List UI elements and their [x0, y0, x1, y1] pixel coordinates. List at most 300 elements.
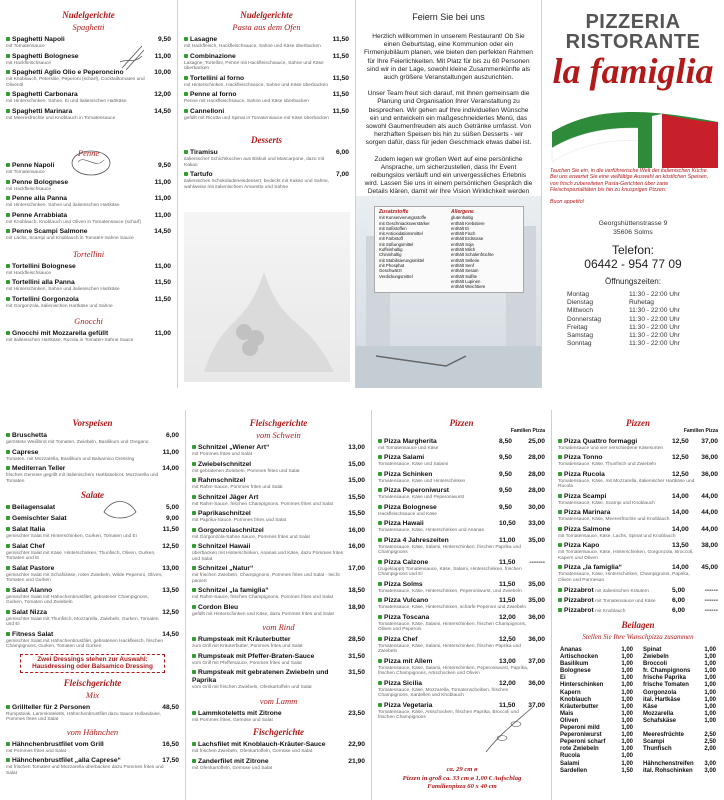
toppings-grid	[552, 647, 724, 775]
topping-name: Salami	[560, 760, 580, 767]
menu-item	[0, 91, 177, 99]
additive-entry: mit Süßstoffen	[379, 225, 407, 231]
restaurant-name-line1: PIZZERIA	[585, 11, 681, 33]
bullet-icon	[6, 588, 10, 592]
allergen-entry: enthält Sesam	[451, 268, 479, 274]
topping-price: 2,50	[704, 732, 716, 739]
topping-name: Broccoli	[643, 661, 668, 668]
hours-time: 11:30 - 22:00 Uhr	[629, 332, 680, 340]
topping-row	[560, 661, 633, 668]
intro-paragraph: Herzlich willkommen in unserem Restaurant! Ob Sie einen Geburtstag, eine Kommunion oder ein Firmenjubiläum planen, wie bieten den perfekten Rahmen für Ihre Feierlichkeiten. Mit Platz für bis zu 60 Personen sind wir in der Lage, sowohl kleine Zusammenkünfte als auch größere Veranstaltungen auszurichten.	[364, 33, 533, 82]
menu-item-name	[184, 149, 218, 157]
menu-item-prices	[499, 559, 545, 566]
topping-row	[560, 768, 633, 775]
section-title: Salate	[80, 490, 104, 500]
topping-name: Schafskäse	[643, 717, 677, 724]
menu-item-name	[378, 614, 429, 622]
menu-item-description: vom Grill mit frischen Zwiebeln, Ofenkartoffeln und Salat	[192, 685, 312, 690]
menu-item-name-text: Tortellini Gorgonzola	[12, 295, 79, 303]
bullet-icon	[192, 495, 196, 499]
menu-item-name-text: Tortellini alla Panna	[12, 279, 75, 286]
lamm-list	[186, 710, 371, 724]
menu-item-description: Tomatensauce, Käse, Scampi und Knoblauch	[558, 500, 655, 506]
menu-item-description: mit frischen Tomaten und Mozzarella überbacken dazu Pommes frites und Salat	[6, 765, 164, 776]
bullet-icon	[6, 297, 10, 301]
menu-item-description: mit Ofenkartoffeln, Gemüse und Salat	[192, 765, 273, 771]
menu-item-name-text: Pizza mit Allem	[384, 657, 433, 665]
menu-item-name-text: Rumpsteak mit Pfeffer-Braten-Sauce	[198, 652, 315, 660]
dressing-note: Zwei Dressings stehen zur Auswahl: Hausdressing oder Balsamico Dressing	[20, 654, 165, 673]
menu-item-name	[6, 195, 67, 203]
menu-item-description: mit Hackfleisch, Hackfleischsauce, Sahne und Käse überbacken	[184, 44, 321, 49]
bullet-icon	[558, 543, 562, 547]
menu-item-name	[192, 444, 269, 452]
bullet-icon	[184, 92, 188, 96]
bullet-icon	[6, 54, 10, 58]
panel-fleisch-fisch	[186, 410, 372, 800]
topping-name: Knoblauch	[560, 696, 591, 703]
price-family: 35,00	[528, 580, 545, 588]
menu-item-description: mit Tomatensauce und Käse	[378, 445, 439, 451]
menu-item	[0, 609, 185, 617]
menu-item-price: 17,50	[162, 757, 179, 764]
hours-time: 11:30 - 22:00 Uhr	[629, 291, 680, 299]
menu-item-name	[558, 438, 637, 446]
menu-item-price: 11,00	[154, 195, 171, 202]
bullet-icon	[6, 450, 10, 454]
topping-row	[643, 661, 716, 668]
section-title: Fischgerichte	[253, 727, 304, 737]
menu-item-name	[6, 526, 45, 534]
menu-item	[186, 587, 371, 595]
additive-entry: Verdickungsmittel	[379, 273, 413, 279]
menu-item-name	[192, 527, 264, 535]
menu-item	[178, 53, 355, 61]
menu-item-price: 11,50	[332, 74, 349, 82]
menu-item	[372, 471, 551, 479]
menu-item-name	[184, 75, 244, 83]
menu-item	[178, 36, 355, 44]
menu-item-name-text: Pizza Salmone	[564, 525, 611, 533]
menu-item-name-text: Pizza Scampi	[564, 492, 607, 500]
menu-item-price: 9,00	[165, 515, 179, 522]
menu-item-prices	[499, 537, 545, 544]
menu-item-name-text: Rumpsteak mit gebratenen Zwiebeln und Paprika	[192, 669, 329, 684]
menu-item-description: zum Grill mit Kräuterbutter, Pommes frites und Salat	[192, 644, 303, 649]
menu-item-name-text: Pizza Solms	[384, 580, 423, 588]
pizza-list-1	[372, 438, 551, 721]
price-family: 45,00	[701, 564, 718, 571]
menu-item-name-text: Pizza Calzone	[384, 558, 429, 566]
menu-item-name	[6, 212, 67, 220]
bullet-icon	[6, 742, 10, 746]
menu-item-name	[378, 454, 424, 462]
menu-item-prices	[499, 504, 545, 511]
bullet-icon	[378, 659, 382, 663]
menu-item	[0, 565, 185, 573]
menu-item-name-text: Gemischter Salat	[12, 515, 67, 522]
bullet-icon	[378, 455, 382, 459]
menu-item-prices	[672, 471, 718, 478]
section-subtitle: Tortellini	[72, 248, 105, 259]
menu-item-name-text: Caprese	[12, 448, 39, 456]
allergen-entry: enthält Soja	[451, 241, 474, 247]
topping-price: 1,00	[621, 647, 633, 653]
topping-name: Spinat	[643, 647, 662, 653]
menu-item-description: (zugeklappt) Tomatensauce, Käse, Salami, Hinterschinken, frischen Champignons und Ei	[378, 566, 522, 577]
additives-allergens-table	[374, 206, 524, 293]
pizzabrot-prices	[672, 607, 718, 614]
price-family: 25,00	[528, 437, 545, 445]
topping-row	[643, 682, 716, 689]
menu-item-name	[558, 542, 599, 550]
price-normal: 10,50	[499, 520, 516, 527]
menu-item	[186, 653, 371, 661]
bullet-icon	[6, 516, 10, 520]
menu-item-name	[184, 108, 224, 116]
bullet-icon	[6, 527, 10, 531]
allergen-entry: enthält Krebstiere	[451, 220, 485, 226]
price-family: ------	[704, 607, 718, 614]
menu-item-name-text: Cannelloni	[190, 107, 225, 115]
bullet-icon	[184, 172, 188, 176]
topping-price: 1,50	[621, 767, 633, 774]
menu-item-price: 11,50	[332, 91, 349, 98]
menu-item	[552, 509, 724, 517]
menu-item-name	[6, 543, 45, 551]
hours-time: 11:30 - 22:00 Uhr	[629, 340, 680, 348]
bullet-icon	[378, 505, 382, 509]
menu-item-description: mit Hinterschinken, Hackfleischsauce, Sahne und Käse überbacken	[184, 82, 328, 88]
topping-price: 2,00	[704, 746, 716, 753]
hours-day: Donnerstag	[567, 315, 602, 323]
bullet-icon	[558, 527, 562, 531]
menu-item-description: Tomatensauce, Käse, Hinterschinken, Champignons, Paprika, Oliven und Parmesan	[558, 572, 690, 583]
menu-item-price: 16,50	[162, 740, 179, 748]
menu-item-price: 13,00	[162, 564, 179, 572]
additive-entry: mit Konservierungsstoffe	[379, 215, 427, 221]
allergen-entry: enthält Ei	[451, 225, 469, 231]
bullet-icon	[6, 505, 10, 509]
menu-item	[372, 614, 551, 622]
pizzabrot-prices	[672, 597, 718, 604]
menu-item-name	[6, 162, 54, 170]
price-family: ------	[704, 587, 718, 594]
menu-item-prices	[672, 509, 718, 516]
menu-item-description: mit Tomatensauce	[6, 170, 45, 175]
panel-pizzen-2	[552, 410, 724, 800]
menu-item-prices	[672, 454, 718, 461]
section-title: Desserts	[251, 135, 282, 145]
menu-item-name	[6, 565, 54, 573]
bullet-icon	[184, 76, 188, 80]
menu-item-price: 14,50	[162, 630, 179, 638]
topping-name: Peperoni mild	[560, 725, 600, 732]
menu-item-name-text: Fitness Salat	[12, 630, 54, 638]
topping-name: Kräuterbutter	[560, 703, 599, 710]
menu-item-name-text: Grillteller für 2 Personen	[12, 703, 91, 711]
menu-item-price: 13,00	[348, 444, 365, 451]
bullet-icon	[6, 610, 10, 614]
topping-price: 1,00	[621, 717, 633, 724]
menu-item	[186, 461, 371, 469]
section-title: Fleischgerichte	[249, 418, 308, 428]
topping-price: 1,00	[704, 696, 716, 703]
topping-row	[560, 746, 633, 753]
bullet-icon	[6, 37, 10, 41]
menu-item-prices	[499, 471, 545, 478]
menu-item	[552, 454, 724, 462]
menu-item-price: 10,00	[154, 69, 171, 76]
menu-item-description: Tomatensauce, Käse, Hinterschinken, scharfe Peperoni und Zwiebeln	[378, 605, 526, 610]
menu-item	[0, 631, 185, 639]
telefon-number[interactable]: 06442 - 954 77 09	[584, 257, 682, 272]
price-normal: 11,50	[499, 558, 516, 566]
topping-price: 1,00	[704, 682, 716, 689]
menu-item-description: mit Rahm-Sauce, frischen Champignons, Pommes frites und Salat	[192, 501, 334, 507]
menu-item-description: gemischter Salat mit Käse, Hinterschinken, Thunfisch, Oliven, Gurken, Tomaten und Ei	[6, 550, 156, 561]
menu-item	[0, 432, 185, 440]
topping-row	[643, 704, 716, 711]
menu-item	[0, 515, 185, 523]
topping-price: 1,00	[621, 739, 633, 746]
menu-item-name	[192, 710, 282, 718]
menu-item	[372, 537, 551, 545]
price-normal: 12,50	[672, 437, 689, 445]
bullet-icon	[184, 150, 188, 154]
buon-appetito-text: Buon appetito!	[550, 198, 585, 205]
bullet-icon	[558, 608, 562, 612]
menu-item-prices	[672, 542, 718, 549]
topping-row	[560, 654, 633, 661]
topping-row	[643, 697, 716, 704]
pizzabrot-desc: mit italienischen Kräutern	[593, 589, 649, 594]
menu-item	[0, 330, 177, 338]
menu-item	[372, 680, 551, 688]
menu-item-price: 28,50	[348, 636, 365, 643]
menu-item-description: mit Knoblauch, Petersilie, Peperoni (scharf), Cocktailtomaten und Olivenöl	[6, 77, 145, 88]
menu-item-price: 18,90	[348, 603, 365, 611]
hours-time: 11:30 - 22:00 Uhr	[629, 323, 680, 331]
section-subtitle: vom Schwein	[256, 430, 301, 440]
bullet-icon	[378, 538, 382, 542]
menu-item-price: 7,00	[335, 171, 349, 178]
bullet-icon	[6, 280, 10, 284]
menu-item-name-text: Pizza Sicilia	[384, 679, 422, 687]
menu-item-name	[184, 91, 236, 99]
menu-item-description: Tomatensauce, Käse und Salami	[378, 462, 449, 467]
additive-entry: mit Antioxidationsmittel	[379, 231, 423, 237]
price-family: 44,00	[701, 509, 718, 516]
topping-price: 1,00	[621, 689, 633, 696]
topping-row	[643, 725, 716, 732]
topping-name: frische Paprika	[643, 675, 687, 682]
menu-item-name-text: Pizza Margherita	[384, 437, 437, 445]
menu-item	[552, 542, 724, 550]
allergen-entry: enthält Erdnüsse	[451, 236, 484, 242]
topping-price: 1,00	[621, 703, 633, 710]
menu-item	[0, 69, 177, 77]
menu-item-description: Tomatensauce, Käse, Salami, Hinterschinken, frischen Champignons, Oliven und Peperoni	[378, 621, 527, 632]
bullet-icon	[192, 742, 196, 746]
bullet-icon	[192, 759, 196, 763]
menu-item-price: 9,50	[157, 162, 171, 169]
menu-item	[178, 149, 355, 157]
menu-item-description: mit Paprika-Sauce, Pommes frites und Salat	[192, 518, 287, 523]
topping-row	[643, 690, 716, 697]
price-normal: 14,00	[672, 564, 689, 571]
topping-row	[560, 675, 633, 682]
price-normal: 14,00	[672, 492, 689, 500]
menu-item-description: mit Tomatensauce, Käse, Hinterschinken, Gorgonzola, Broccoli, Kapern und Oliven	[558, 550, 694, 561]
topping-price: 1,00	[621, 682, 633, 689]
menu-item-price: 23,50	[348, 709, 365, 717]
bullet-icon	[192, 588, 196, 592]
topping-name: Hinterschinken	[560, 682, 604, 689]
menu-item-name	[378, 702, 432, 710]
menu-item-price: 22,90	[348, 741, 365, 748]
topping-name: Gorgonzola	[643, 689, 677, 696]
menu-item-name	[192, 565, 253, 573]
price-normal: 14,00	[672, 525, 689, 533]
topping-price: 1,00	[621, 668, 633, 675]
menu-item-name	[6, 53, 79, 61]
topping-row	[643, 732, 716, 739]
section-subtitle: Mix	[85, 689, 100, 700]
menu-item-price: 14,50	[154, 228, 171, 235]
bullet-icon	[378, 703, 382, 707]
menu-item-price: 21,90	[348, 757, 365, 765]
menu-item-name	[184, 36, 217, 44]
price-normal: 9,50	[499, 454, 513, 461]
tortellini-list	[0, 263, 177, 310]
spaghetti-list	[0, 36, 177, 121]
menu-item	[372, 454, 551, 462]
bullet-icon	[6, 213, 10, 217]
menu-item	[372, 581, 551, 589]
menu-item-price: 5,00	[165, 504, 179, 511]
menu-item-price: 11,00	[162, 448, 179, 456]
topping-price: 1,00	[621, 760, 633, 767]
bullet-icon	[378, 598, 382, 602]
menu-item-name	[378, 471, 432, 479]
price-normal: 6,00	[672, 597, 686, 604]
menu-item	[372, 504, 551, 512]
menu-item-name	[378, 504, 437, 512]
menu-item-description: mit Hinterschinken, Sahne, Ei und italienischen Hartkäse	[6, 99, 127, 104]
menu-item	[186, 669, 371, 685]
topping-price: 1,00	[621, 725, 633, 732]
menu-item-price: 11,50	[154, 279, 171, 286]
menu-item-description: italienischer Schichtkuchen aus Biskuit und Mascarpone, dazu mit Kakao	[184, 157, 325, 168]
menu-item-description: mit italienischen Hartkäse, Rucola in Tomaten-Sahne Sauce	[6, 338, 134, 343]
menu-item	[0, 108, 177, 116]
menu-item-name-text: Schnitzel „Wiener Art“	[198, 444, 270, 451]
price-family: 35,00	[528, 536, 545, 544]
menu-item-description: Tomatensauce, Käse, Salami, Hinterschinken, frischen Paprika und Zwiebeln	[378, 643, 521, 654]
price-family: 37,00	[528, 701, 545, 709]
allergen-entry: enthält Fisch	[451, 231, 476, 237]
menu-item	[186, 477, 371, 485]
hours-day: Samstag	[567, 332, 594, 340]
menu-item-description: Tomatensauce, Käse, Hinterschinken und Ananas	[378, 528, 484, 533]
price-normal: 12,50	[672, 454, 689, 461]
menu-item-name	[6, 91, 78, 99]
menu-item-description: Tomatensauce, Käse, mit Mozzarella, italienischer Hartkäse und Rucola	[558, 478, 695, 489]
menu-item-name	[6, 36, 65, 44]
price-normal: 13,00	[499, 657, 516, 665]
menu-item-name	[378, 559, 428, 567]
menu-item-price: 16,00	[348, 526, 365, 534]
size-note-2: Pizzen in groß ca. 33 cm ø 1,00 € Aufschlag	[402, 774, 522, 782]
section-title: Pizzen	[449, 418, 474, 428]
section-subtitle: Pasta aus dem Ofen	[232, 22, 301, 32]
topping-name: ital. Hartkäse	[643, 696, 681, 703]
family-pizza-header: Familien Pizza	[683, 428, 718, 434]
topping-name: Peperoniwurst	[560, 732, 602, 739]
menu-item-name-text: Tortellini al forno	[190, 74, 245, 82]
fisch-list	[186, 741, 371, 771]
menu-item-name-text: Mediterran Teller	[12, 465, 66, 472]
menu-item-name	[192, 477, 245, 485]
hours-title: Öffnungszeiten:	[605, 277, 661, 287]
additive-entry: mit Stabilisierungsmittel	[379, 257, 425, 263]
menu-item-description: Tomatensauce, Käse, Meeresfrüchte und Knoblauch	[558, 517, 670, 522]
topping-row	[560, 711, 633, 718]
topping-row	[643, 654, 716, 661]
price-family: 36,00	[701, 470, 718, 478]
menu-item-description: Lasagne, Tortellini, Penne mit Hackfleischsauce, Sahne und Käse überbacken	[184, 60, 324, 71]
menu-item-name	[6, 330, 108, 338]
menu-item	[552, 493, 724, 501]
menu-item-name-text: Salat Chef	[12, 542, 45, 550]
price-family: 36,00	[528, 679, 545, 687]
menu-item-name	[192, 494, 258, 502]
menu-item-description: Rumpsteak, Lammkoteletts, Hähnchenbrustfilet dazu Sauce Hollandaise, Pommes frites und Salat	[6, 711, 162, 722]
price-family: 28,00	[528, 454, 545, 461]
menu-item	[372, 597, 551, 605]
menu-item	[0, 53, 177, 61]
menu-item-name	[6, 69, 124, 77]
allergen-entry: enthält Sellerie	[451, 257, 480, 263]
menu-item-description: italienisches Schokoladeneisdessert, bedeckt mit Kakao und Sahne, wahlweise mit italienischem Amaretto und Sahne	[184, 179, 330, 190]
price-family: 36,00	[528, 613, 545, 621]
menu-item	[0, 279, 177, 287]
bullet-icon	[558, 588, 562, 592]
menu-item-name	[192, 669, 348, 685]
topping-price: 1,00	[704, 710, 716, 717]
menu-item-name	[6, 515, 67, 523]
hours-day: Mittwoch	[567, 307, 594, 315]
menu-item-name-text: Salat Nizza	[12, 608, 47, 616]
hours-time: 11:30 - 22:00 Uhr	[629, 315, 680, 323]
pizzabrot-row	[552, 607, 724, 616]
pizzabrot-label: Pizzabrot	[564, 587, 594, 594]
bullet-icon	[6, 544, 10, 548]
bullet-icon	[558, 439, 562, 443]
bullet-icon	[378, 472, 382, 476]
menu-item-prices	[499, 487, 545, 494]
bullet-icon	[184, 54, 188, 58]
menu-item	[0, 228, 177, 236]
bullet-icon	[558, 598, 562, 602]
topping-name: ital. Rohschinken	[643, 767, 693, 774]
menu-item-name	[378, 597, 428, 605]
planning-paragraph: Unser Team freut sich darauf, mit Ihnen gemeinsam die Planung und Organisation Ihrer Veranstaltung zu besprechen. Wir gehen auf Ihre individuellen Wünsche ein und entwickeln ein maßgeschneidertes Menü, das sowohl Gaumenfreuden als auch Getränke umfasst. Von herzhaften Speisen bis hin zu süßen Desserts - wir sorgen dafür, dass für jeden Geschmack etwas dabei ist.	[365, 90, 532, 147]
section-subtitle: vom Rind	[262, 622, 295, 632]
menu-item-price: 11,50	[332, 52, 349, 60]
pizzabrot-name	[558, 607, 625, 616]
